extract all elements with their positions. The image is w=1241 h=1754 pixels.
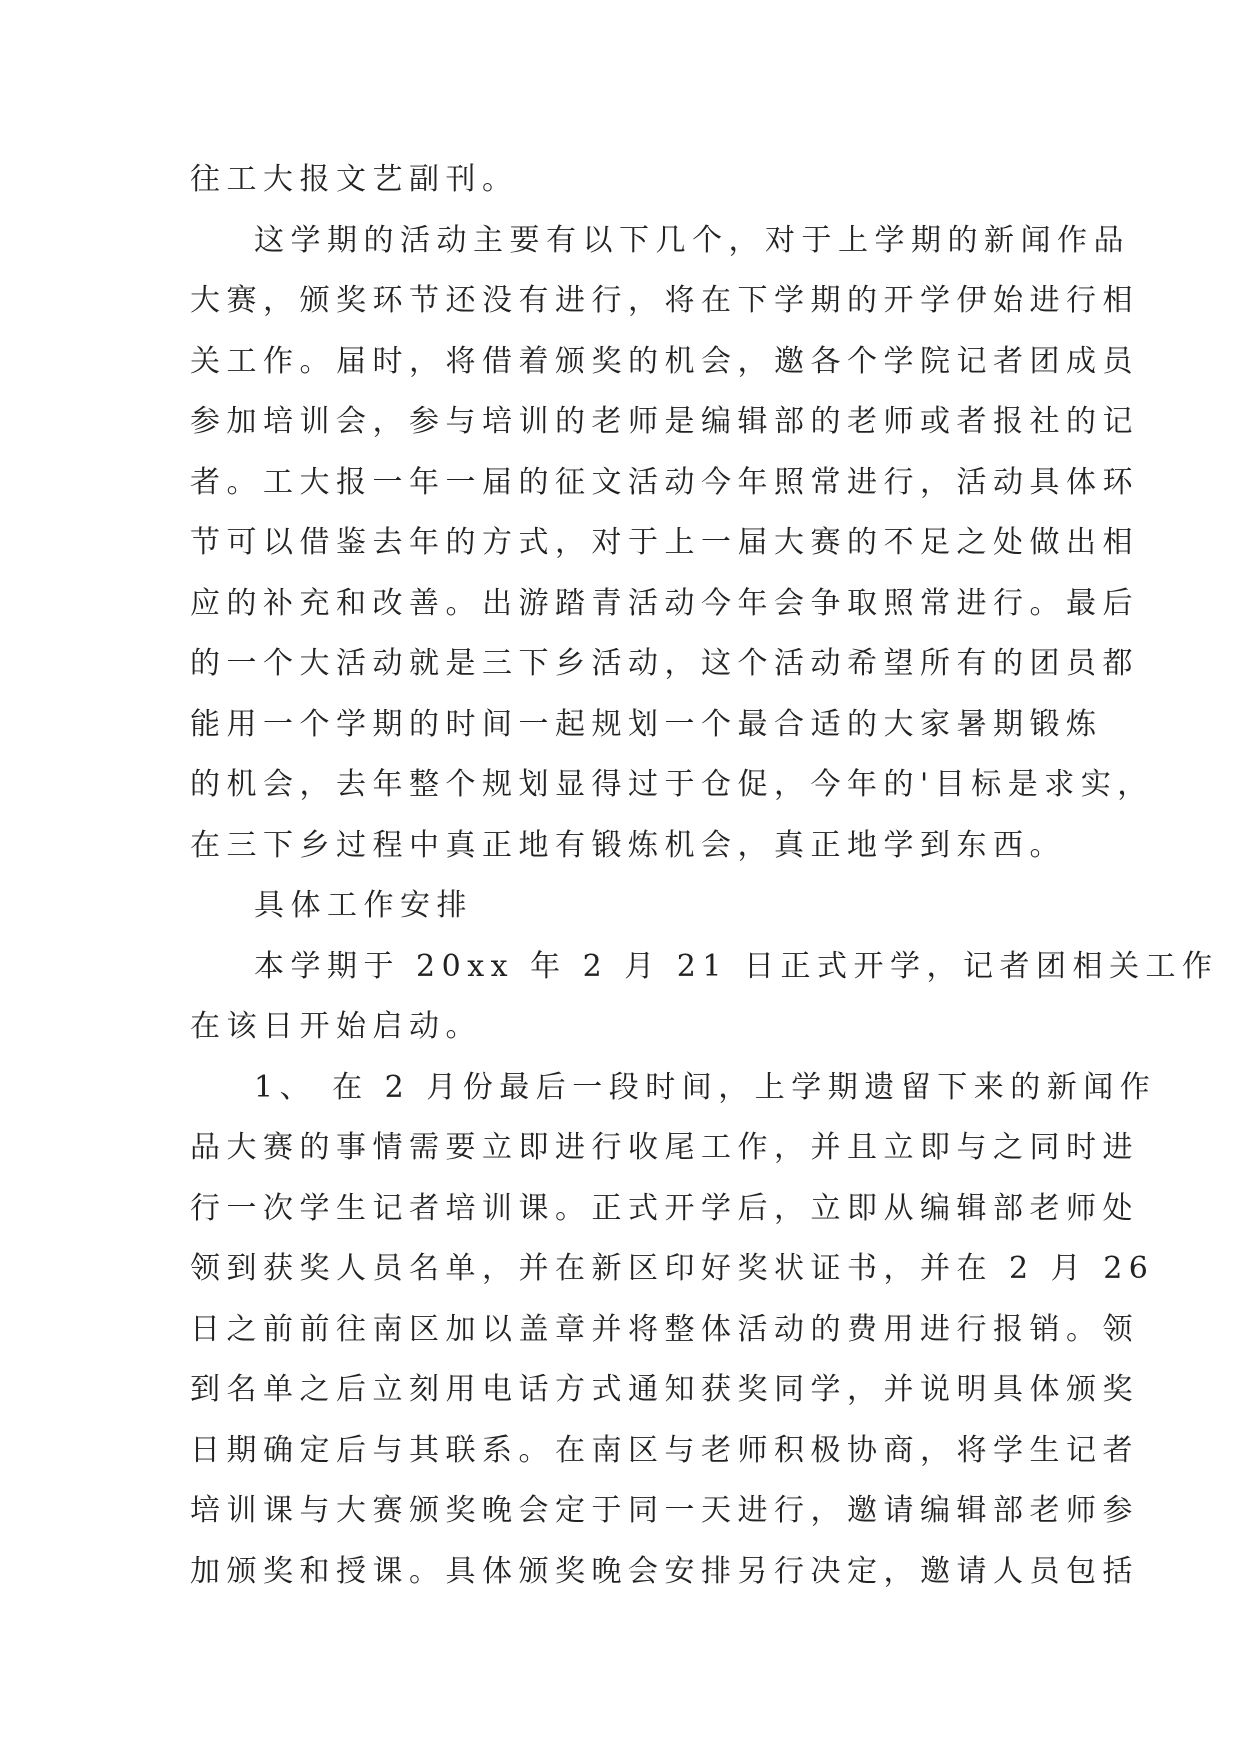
document-body bbox=[190, 150, 1219, 1602]
text-line: 行一次学生记者培训课。正式开学后，立即从编辑部老师处 bbox=[190, 1190, 1139, 1226]
text-line: 1、 在 2 月份最后一段时间，上学期遗留下来的新闻作 bbox=[254, 1069, 1157, 1105]
text-line: 在该日开始启动。 bbox=[190, 1009, 482, 1044]
text-line: 应的补充和改善。出游踏青活动今年会争取照常进行。最后 bbox=[190, 585, 1139, 621]
text-line: 本学期于 20xx 年 2 月 21 日正式开学，记者团相关工作 bbox=[254, 948, 1219, 984]
text-line: 的一个大活动就是三下乡活动，这个活动希望所有的团员都 bbox=[190, 646, 1139, 681]
text-line: 节可以借鉴去年的方式，对于上一届大赛的不足之处做出相 bbox=[190, 525, 1139, 560]
text-line: 加颁奖和授课。具体颁奖晚会安排另行决定，邀请人员包括 bbox=[190, 1553, 1139, 1589]
text-line: 具体工作安排 bbox=[254, 888, 473, 923]
text-line: 者。工大报一年一届的征文活动今年照常进行，活动具体环 bbox=[190, 464, 1139, 500]
text-line: 大赛，颁奖环节还没有进行，将在下学期的开学伊始进行相 bbox=[190, 283, 1139, 318]
text-line: 往工大报文艺副刊。 bbox=[190, 162, 519, 197]
text-line: 参加培训会，参与培训的老师是编辑部的老师或者报社的记 bbox=[190, 404, 1139, 439]
text-line: 能用一个学期的时间一起规划一个最合适的大家暑期锻炼 bbox=[190, 706, 1103, 742]
text-line: 日期确定后与其联系。在南区与老师积极协商，将学生记者 bbox=[190, 1432, 1139, 1468]
text-line: 品大赛的事情需要立即进行收尾工作，并且立即与之同时进 bbox=[190, 1130, 1139, 1165]
text-line: 领到获奖人员名单，并在新区印好奖状证书，并在 2 月 26 bbox=[190, 1251, 1155, 1286]
text-line: 关工作。届时，将借着颁奖的机会，邀各个学院记者团成员 bbox=[190, 343, 1139, 379]
text-line: 的机会，去年整个规划显得过于仓促，今年的'目标是求实， bbox=[190, 767, 1154, 802]
text-line: 日之前前往南区加以盖章并将整体活动的费用进行报销。领 bbox=[190, 1311, 1139, 1347]
text-line: 到名单之后立刻用电话方式通知获奖同学，并说明具体颁奖 bbox=[190, 1372, 1139, 1407]
text-line: 在三下乡过程中真正地有锻炼机会，真正地学到东西。 bbox=[190, 827, 1066, 863]
text-line: 这学期的活动主要有以下几个，对于上学期的新闻作品 bbox=[254, 222, 1130, 258]
text-line: 培训课与大赛颁奖晚会定于同一天进行，邀请编辑部老师参 bbox=[190, 1493, 1139, 1528]
